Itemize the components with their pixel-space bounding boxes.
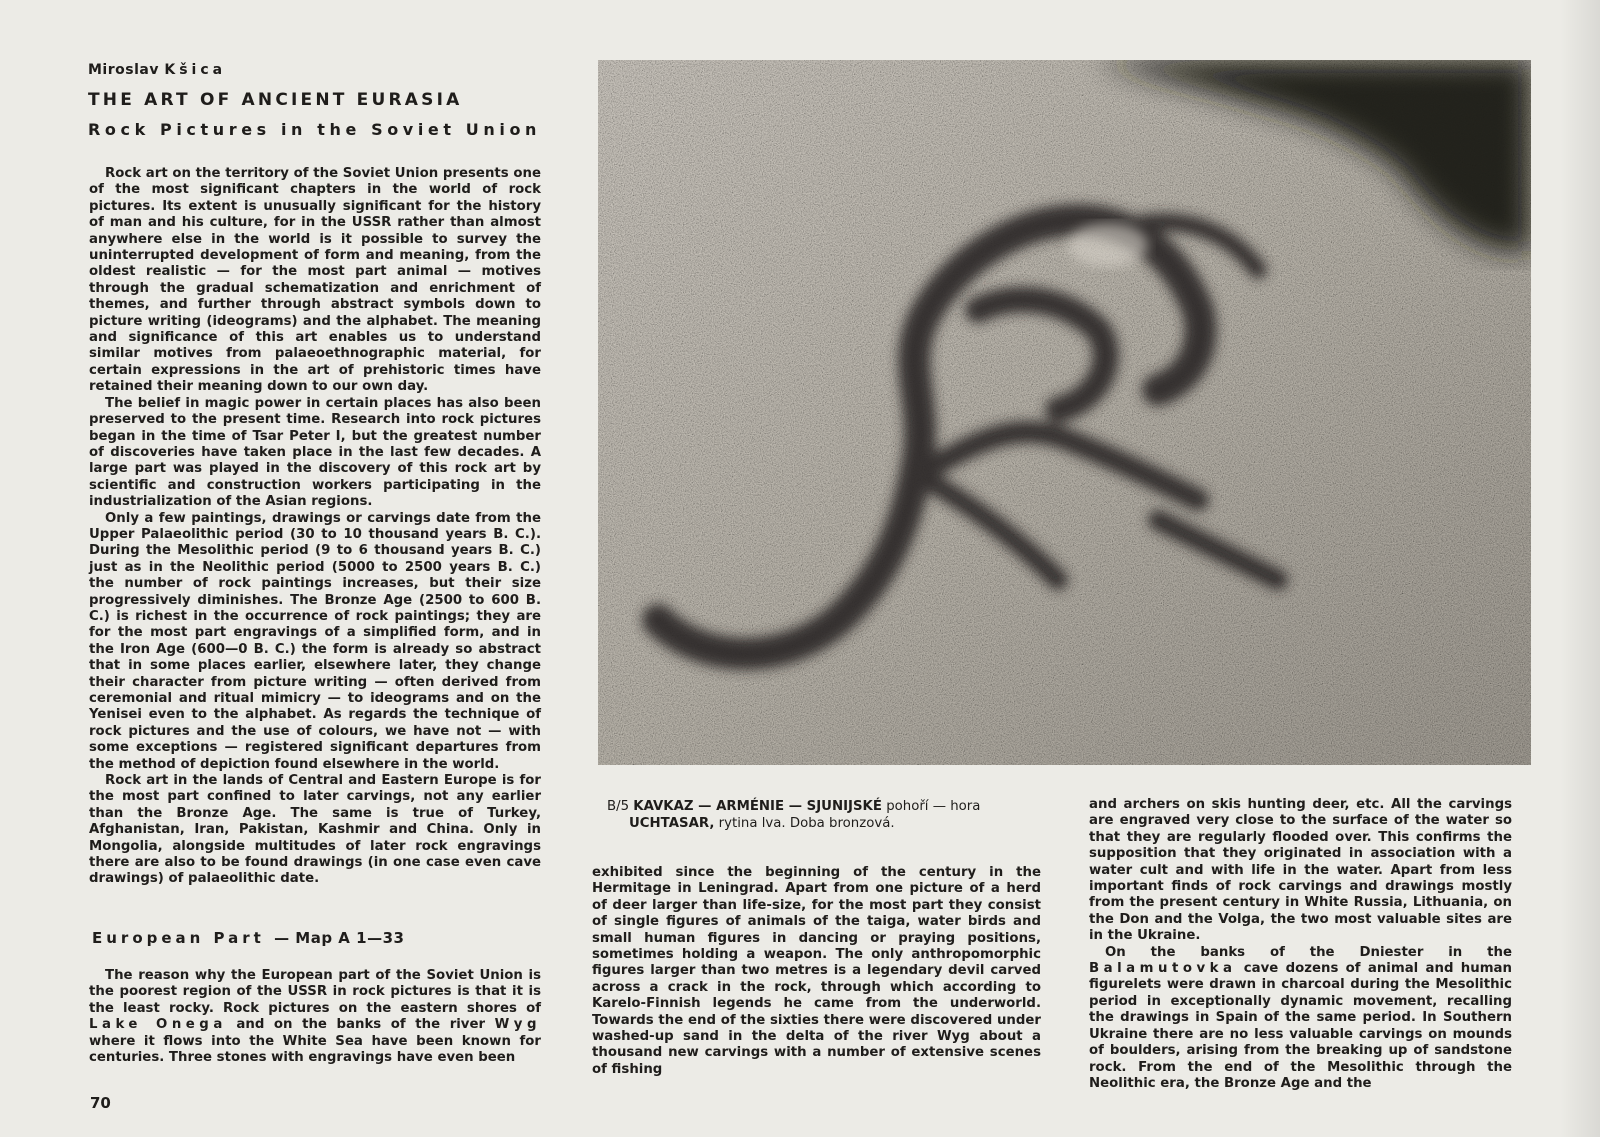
paragraph: The belief in magic power in certain places has also been preserved to the present time. Research into rock pictures began in the time of Tsar Peter I, but the greatest number of discoveries have taken place in the last few decades. A large part was played in the discovery of this rock art by scientific and construction workers participating in the industrialization of the Asian regions.: [89, 395, 541, 510]
caption-code: B/5: [607, 799, 630, 814]
paragraph-text: and on the banks of the river: [236, 1017, 486, 1033]
spaced-name-river: Wyg: [494, 1017, 541, 1033]
paragraph: Rock art on the territory of the Soviet Union presents one of the most significant chapters in the world of rock pictures. Its extent is unusually significant for the history of man and his culture, for in the USSR rather than almost anywhere else in the world is it possible to survey the uninterrupted development of form and meaning, from the oldest realistic — for the most part animal — motives through the gradual schematization and enrichment of themes, and further through abstract symbols down to picture writing (ideograms) and the alphabet. The meaning and significance of this art enables us to understand similar motives from palaeoethnographic material, for certain expressions in the art of prehistoric times have retained their meaning down to our own day.: [89, 166, 541, 395]
section-title: European Part: [92, 929, 265, 947]
section-map-ref: — Map A 1—33: [274, 929, 405, 947]
caption-description: rytina lva. Doba bronzová.: [718, 816, 895, 831]
page-edge-shadow: [1560, 0, 1600, 1137]
lion-head-highlight: [1068, 223, 1148, 267]
text-column-1: [89, 166, 541, 888]
paragraph: Rock art in the lands of Central and Eastern Europe is for the most part confined to later carvings, not any earlier than the Bronze Age. The same is true of Turkey, Afghanistan, Iran, Pakistan, Kashmir and China. Only in Mongolia, alongside multitudes of later rock engravings there are also to be found drawings (in one case even cave drawings) of palaeolithic date.: [89, 773, 541, 887]
paragraph: exhibited since the beginning of the century in the Hermitage in Leningrad. Apart from one picture of a herd of deer larger than life-size, for the most part they consist of single figures of animals of the taiga, water birds and small human figures in dancing or praying positions, sometimes holding a weapon. The only anthropomorphic figures larger than two metres is a legendary devil carved across a crack in the rock, through which according to Karelo-Finnish legends he came from the underworld. Towards the end of the sixties there were discovered under washed-up sand in the delta of the river Wyg about a thousand new carvings with a number of extensive scenes of fishing: [592, 865, 1041, 1077]
paragraph: and archers on skis hunting deer, etc. All the carvings are engraved very close to the surface of the water so that they are regularly flooded over. This confirms the supposition that they originated in association with a water cult and with life in the water. Apart from less important finds of rock carvings and drawings mostly from the present century in White Russia, Lithuania, on the Don and the Volga, the two most valuable sites are in the Ukraine.: [1089, 797, 1512, 944]
figure-caption: [607, 798, 1039, 832]
paragraph-text: cave dozens of animal and human figurelets were drawn in charcoal during the Mesolithic period in exceptionally dynamic movement, recalling the drawings in Spain of the same period. In Southern Ukraine there are no less valuable carvings on mounds of boulders, arising from the breaking up of sandstone rock. From the end of the Mesolithic through the Neolithic era, the Bronze Age and the: [1089, 961, 1512, 1091]
author-name: [88, 62, 226, 78]
text-column-1-continued: [89, 968, 541, 1066]
spaced-name-lake: Lake Onega: [89, 1017, 227, 1033]
section-heading: [92, 929, 404, 947]
paragraph: Only a few paintings, drawings or carvings date from the Upper Palaeolithic period (30 to 10 thousand years B. C.). During the Mesolithic period (9 to 6 thousand years B. C.) just as in the Neolithic period (5000 to 2500 years B. C.) the number of rock paintings increases, but their size progressively diminishes. The Bronze Age (2500 to 600 B. C.) is richest in the occurrence of rock paintings; they are for the most part engravings of a simplified form, and in the Iron Age (600—0 B. C.) the form is already so abstract that in some places earlier, elsewhere later, they change their character from picture writing — often derived from ceremonial and ritual mimicry — to ideograms and on the Yenisei even to the alphabet. As regards the technique of rock pictures and the use of colours, we have not — with some exceptions — registered significant departures from the method of depiction found elsewhere in the world.: [89, 510, 541, 772]
article-subtitle: Rock Pictures in the Soviet Union: [88, 120, 542, 139]
author-last-name: Kšica: [164, 62, 227, 78]
caption-place: KAVKAZ — ARMÉNIE — SJUNIJSKÉ: [633, 799, 882, 814]
caption-site: UCHTASAR,: [629, 816, 715, 831]
article-title: THE ART OF ANCIENT EURASIA: [88, 90, 463, 110]
spaced-name-cave: Balamutovka: [1089, 961, 1237, 977]
rock-carving-photo: [598, 60, 1531, 765]
paragraph: [89, 968, 541, 1066]
paragraph: [1089, 945, 1512, 1093]
caption-place-detail: pohoří — hora: [886, 799, 981, 814]
page-number: 70: [90, 1094, 111, 1112]
text-column-2: [592, 865, 1041, 1078]
paragraph-text: The reason why the European part of the Soviet Union is the poorest region of the USSR in rock pictures is that it is the least rocky. Rock pictures on the eastern shores of: [89, 968, 541, 1016]
paragraph-text: On the banks of the Dniester in the: [1105, 944, 1512, 960]
author-first-name: Miroslav: [88, 62, 159, 78]
paragraph-text: where it flows into the White Sea have been known for centuries. Three stones with engravings have even been: [89, 1033, 541, 1066]
text-column-3: [1089, 797, 1512, 1092]
